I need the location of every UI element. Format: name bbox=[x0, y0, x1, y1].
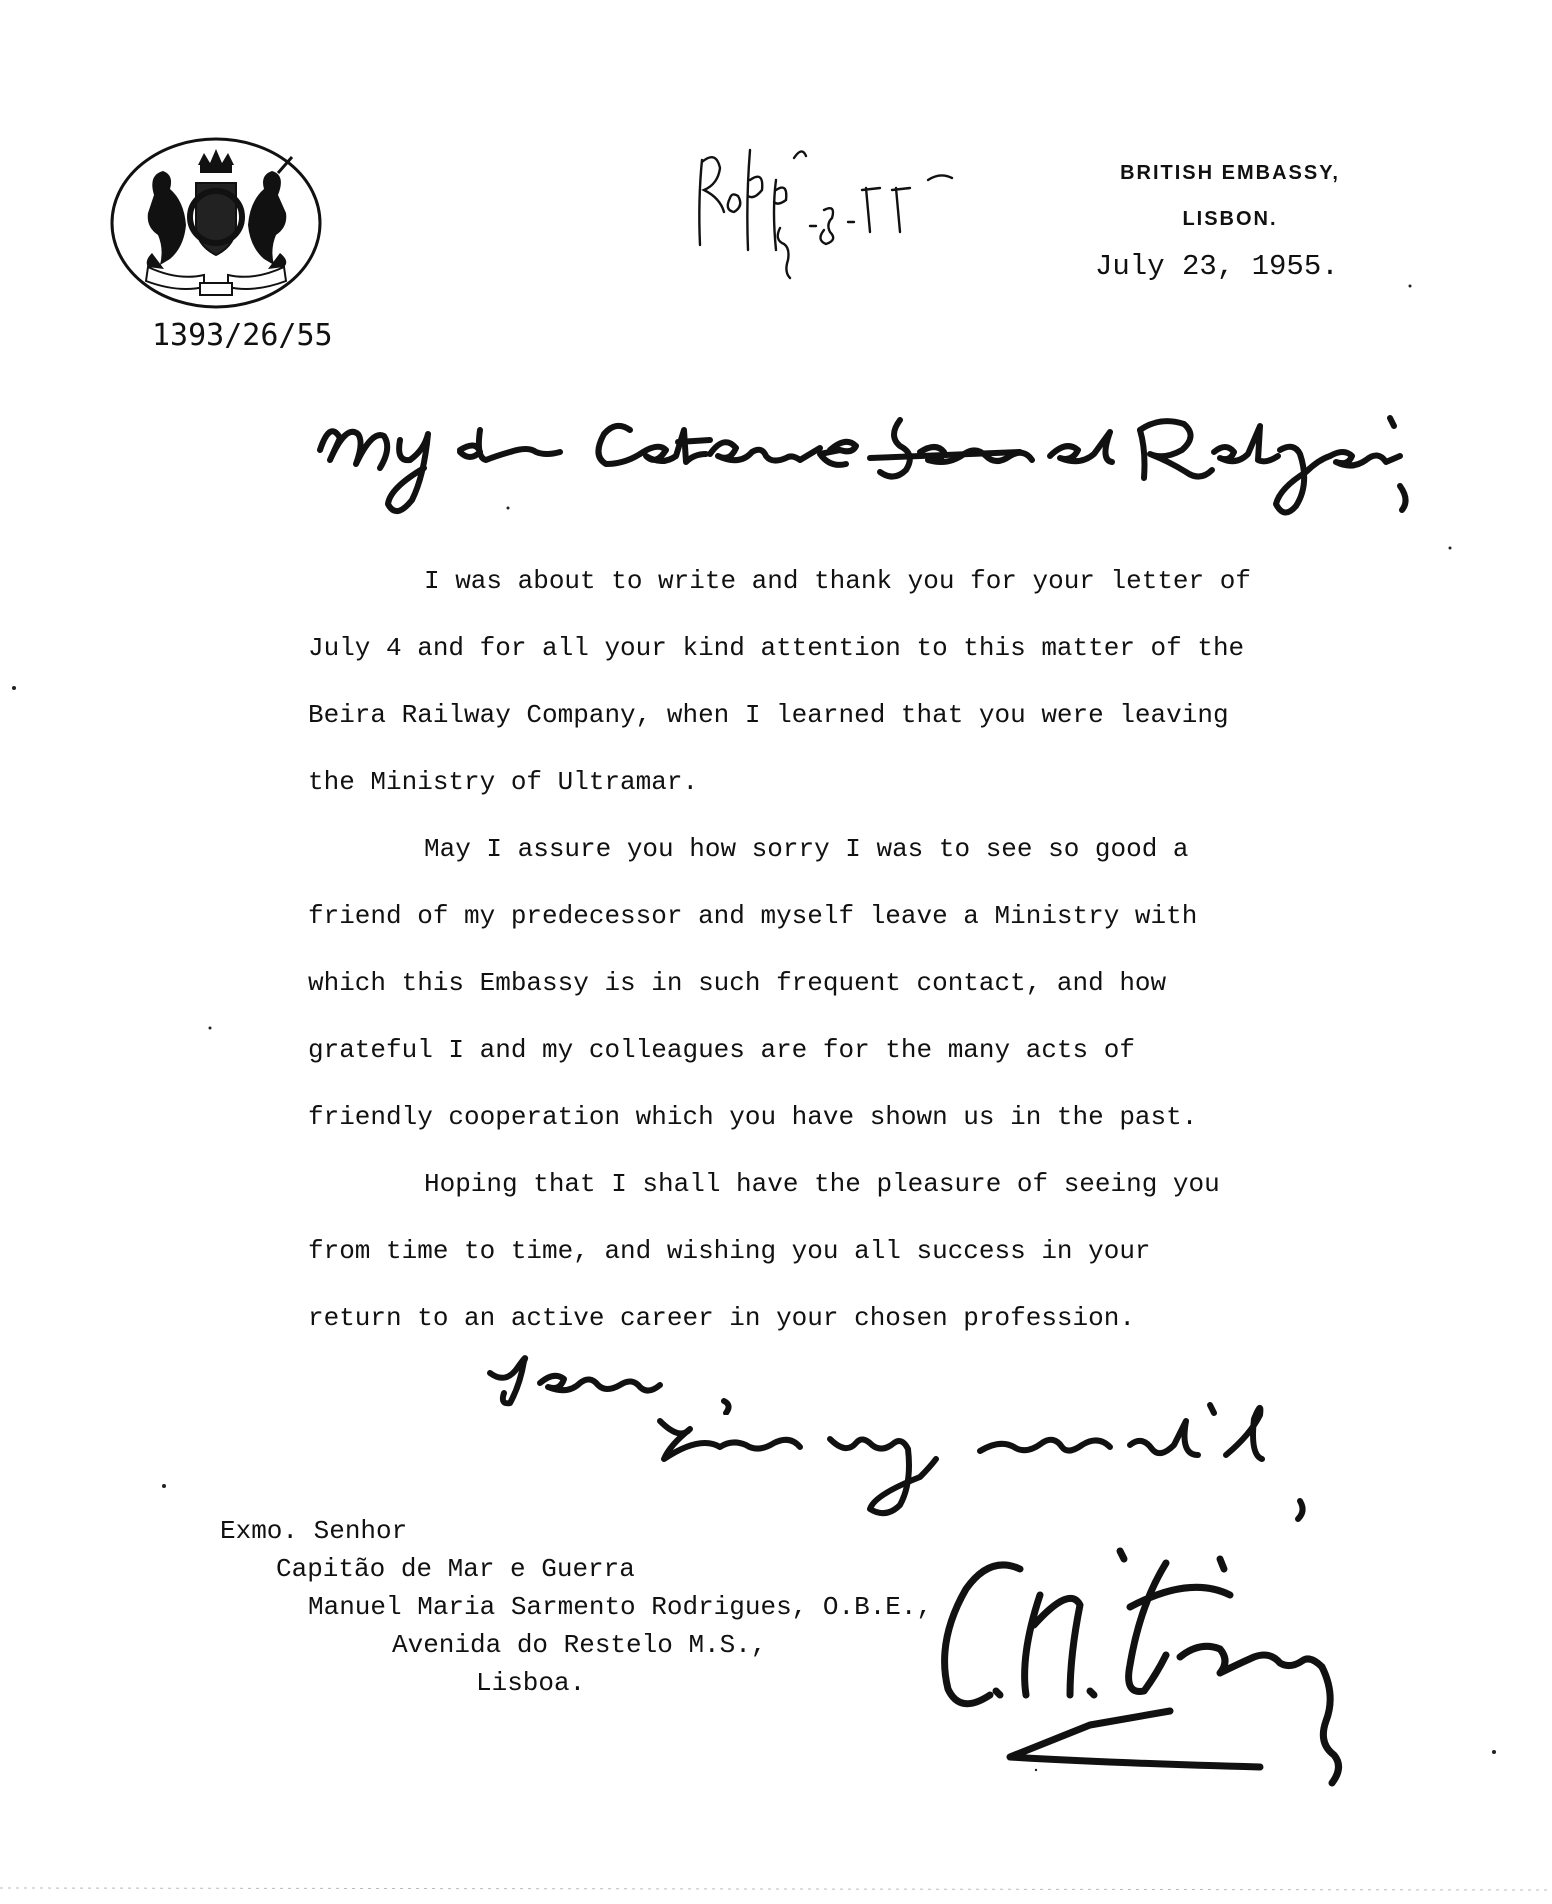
body-line: from time to time, and wishing you all success in your bbox=[308, 1236, 1151, 1266]
sender-embassy-name: BRITISH EMBASSY, bbox=[1120, 162, 1340, 184]
address-line-4: Avenida do Restelo M.S., bbox=[392, 1630, 767, 1660]
address-line-3: Manuel Maria Sarmento Rodrigues, O.B.E., bbox=[308, 1592, 933, 1622]
address-line-1: Exmo. Senhor bbox=[220, 1516, 408, 1546]
body-line: which this Embassy is in such frequent contact, and how bbox=[308, 968, 1167, 998]
body-line: friendly cooperation which you have shown us in the past. bbox=[308, 1102, 1198, 1132]
body-line: grateful I and my colleagues are for the many acts of bbox=[308, 1035, 1135, 1065]
file-reference-number: 1393/26/55 bbox=[152, 318, 333, 353]
letter-date: July 23, 1955. bbox=[1095, 250, 1339, 283]
body-line: I was about to write and thank you for your letter of bbox=[424, 566, 1251, 596]
body-line: Beira Railway Company, when I learned that you were leaving bbox=[308, 700, 1229, 730]
body-line: July 4 and for all your kind attention to this matter of the bbox=[308, 633, 1245, 663]
body-paragraph-1 bbox=[308, 548, 1388, 816]
handwritten-closing-yours bbox=[650, 1395, 1480, 1525]
body-line: the Ministry of Ultramar. bbox=[308, 767, 699, 797]
body-line: May I assure you how sorry I was to see so good a bbox=[424, 834, 1189, 864]
letter-body bbox=[308, 548, 1388, 1352]
body-line: Hoping that I shall have the pleasure of seeing you bbox=[424, 1169, 1220, 1199]
royal-crest-logo bbox=[108, 135, 324, 311]
body-paragraph-3 bbox=[308, 1151, 1388, 1352]
body-line: return to an active career in your chosen profession. bbox=[308, 1303, 1135, 1333]
handwritten-signature bbox=[930, 1545, 1490, 1815]
handwritten-annotation bbox=[690, 140, 980, 290]
address-line-2: Capitão de Mar e Guerra bbox=[276, 1554, 635, 1584]
body-line: friend of my predecessor and myself leave a Ministry with bbox=[308, 901, 1198, 931]
recipient-address bbox=[220, 1512, 933, 1702]
body-paragraph-2 bbox=[308, 816, 1388, 1151]
handwritten-salutation bbox=[300, 390, 1500, 530]
sender-heading bbox=[1090, 150, 1370, 242]
address-line-5: Lisboa. bbox=[476, 1668, 586, 1698]
sender-city: LISBON. bbox=[1182, 208, 1278, 230]
